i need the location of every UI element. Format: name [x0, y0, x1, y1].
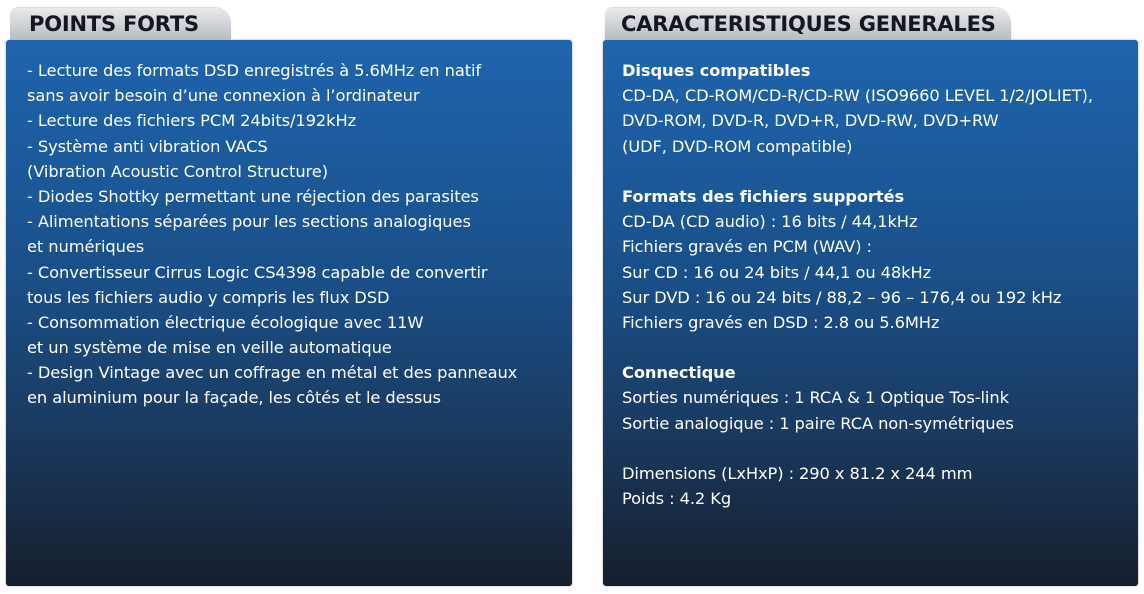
spec-line: Fichiers gravés en PCM (WAV) :	[622, 237, 872, 257]
feature-line: - Système anti vibration VACS	[27, 136, 268, 156]
feature-line: - Design Vintage avec un coffrage en métal et des panneaux	[27, 363, 518, 383]
caracteristiques-list	[622, 58, 1093, 511]
feature-line: - Diodes Shottky permettant une réjection des parasites	[27, 186, 479, 206]
feature-line: - Convertisseur Cirrus Logic CS4398 capable de convertir	[27, 262, 488, 282]
feature-line: et numériques	[27, 237, 145, 257]
dimensions-line: Dimensions (LxHxP) : 290 x 81.2 x 244 mm	[622, 464, 973, 483]
spec-line: Sortie analogique : 1 paire RCA non-symétriques	[622, 413, 1014, 433]
feature-line: en aluminium pour la façade, les côtés et le dessus	[27, 388, 441, 408]
feature-line: - Consommation électrique écologique avec 11W	[27, 312, 424, 332]
connect-heading: Connectique	[622, 363, 736, 383]
feature-line: (Vibration Acoustic Control Structure)	[27, 161, 328, 181]
discs-heading: Disques compatibles	[622, 61, 811, 80]
spec-line: Fichiers gravés en DSD : 2.8 ou 5.6MHz	[622, 312, 940, 332]
spec-line: Sur DVD : 16 ou 24 bits / 88,2 – 96 – 176,4 ou 192 kHz	[622, 287, 1062, 307]
feature-line: - Lecture des formats DSD enregistrés à 5.6MHz en natif	[27, 61, 482, 80]
feature-line: et un système de mise en veille automatique	[27, 338, 392, 358]
points-forts-title: POINTS FORTS	[10, 8, 231, 40]
spec-line: CD-DA (CD audio) : 16 bits / 44,1kHz	[622, 212, 918, 232]
spec-line: DVD-ROM, DVD-R, DVD+R, DVD-RW, DVD+RW	[622, 111, 999, 131]
spec-line: (UDF, DVD-ROM compatible)	[622, 136, 853, 156]
points-forts-list	[27, 58, 517, 411]
formats-heading: Formats des fichiers supportés	[622, 186, 905, 206]
spacer	[622, 436, 1093, 461]
spec-line: Sorties numériques : 1 RCA & 1 Optique Tos-link	[622, 388, 1009, 408]
spec-line: Sur CD : 16 ou 24 bits / 44,1 ou 48kHz	[622, 262, 932, 282]
feature-line: sans avoir besoin d’une connexion à l’ordinateur	[27, 86, 420, 106]
spacer	[622, 335, 1093, 360]
weight-line: Poids : 4.2 Kg	[622, 489, 732, 509]
spec-line: CD-DA, CD-ROM/CD-R/CD-RW (ISO9660 LEVEL 1/2/JOLIET),	[622, 86, 1093, 106]
spacer	[622, 159, 1093, 184]
feature-line: - Lecture des fichiers PCM 24bits/192kHz	[27, 111, 357, 131]
feature-line: - Alimentations séparées pour les sections analogiques	[27, 212, 471, 232]
caracteristiques-title: CARACTERISTIQUES GENERALES	[605, 8, 1011, 40]
feature-line: tous les fichiers audio y compris les flux DSD	[27, 287, 390, 307]
